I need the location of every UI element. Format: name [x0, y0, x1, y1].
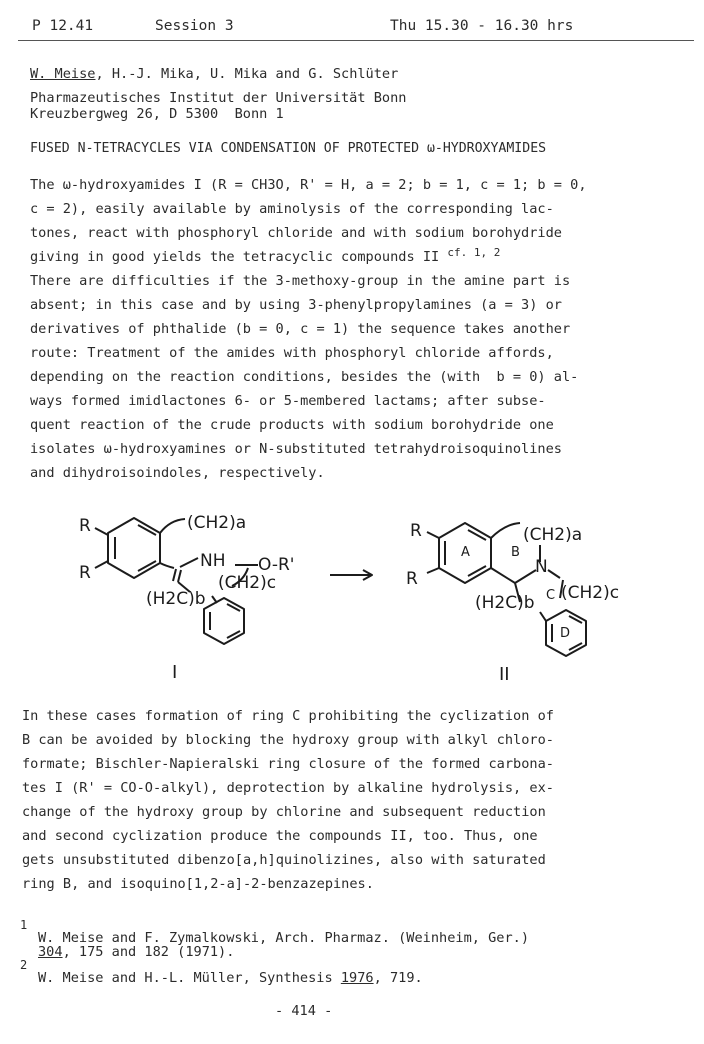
paper-title: FUSED N-TETRACYCLES VIA CONDENSATION OF PROTECTED ω-HYDROXYAMIDES: [30, 141, 547, 156]
abstract-line: and second cyclization produce the compounds II, too. Thus, one: [22, 828, 538, 844]
footnote-1-mark: 1: [20, 918, 28, 932]
compound-2-ring-b-label: B: [511, 545, 520, 560]
abstract-line: formate; Bischler-Napieralski ring closure of the formed carbona-: [22, 756, 554, 772]
compound-1-r-top: R: [79, 516, 91, 536]
abstract-line-text: giving in good yields the tetracyclic compounds II: [30, 249, 440, 265]
compound-2-ring-a-label: A: [461, 545, 470, 560]
abstract-line: ring B, and isoquino[1,2-a]-2-benzazepines.: [22, 876, 374, 892]
footnote-1-volume: 304: [38, 944, 63, 960]
compound-2-ring-d-label: D: [560, 626, 571, 641]
compound-1-r-bottom: R: [79, 563, 91, 583]
page-number: - 414 -: [275, 1003, 333, 1019]
compound-1-or: O-R': [258, 555, 295, 575]
abstract-line: c = 2), easily available by aminolysis of the corresponding lac-: [30, 201, 554, 217]
abstract-line: change of the hydroxy group by chlorine and subsequent reduction: [22, 804, 546, 820]
abstract-line: The ω-hydroxyamides I (R = CH3O, R' = H, a = 2; b = 1, c = 1; b = 0,: [30, 177, 587, 193]
compound-1-ch2a: (CH2)a: [187, 513, 247, 533]
session-label: Session 3: [155, 18, 234, 34]
abstract-line: depending on the reaction conditions, besides the (with b = 0) al-: [30, 369, 579, 385]
affiliation-line-1: Pharmazeutisches Institut der Universität Bonn: [30, 90, 407, 106]
compound-1-nh: NH: [200, 551, 226, 571]
footnote-1-pages: , 175 and 182 (1971).: [62, 944, 235, 960]
compound-2-label: II: [499, 664, 510, 685]
compound-2-r-bottom: R: [406, 569, 418, 589]
footnote-2-mark: 2: [20, 958, 28, 972]
abstract-line: isolates ω-hydroxyamines or N-substituted tetrahydroisoquinolines: [30, 441, 562, 457]
abstract-line: gets unsubstituted dibenzo[a,h]quinolizines, also with saturated: [22, 852, 546, 868]
lead-author: W. Meise: [30, 66, 96, 82]
compound-2-r-top: R: [410, 521, 422, 541]
abstract-line: tes I (R' = CO-O-alkyl), deprotection by alkaline hydrolysis, ex-: [22, 780, 554, 796]
footnote-2-line: [38, 970, 423, 986]
abstract-line: and dihydroisoindoles, respectively.: [30, 465, 325, 481]
footnote-1-line-1: W. Meise and F. Zymalkowski, Arch. Pharmaz. (Weinheim, Ger.): [38, 930, 530, 946]
compound-2-n: N: [535, 557, 548, 577]
abstract-line: B can be avoided by blocking the hydroxy group with alkyl chloro-: [22, 732, 554, 748]
session-time: Thu 15.30 - 16.30 hrs: [390, 18, 574, 34]
compound-2-h2cb: (H2C)b: [475, 593, 535, 613]
compound-2-ring-c-label: C: [546, 588, 556, 603]
footnote-1-line-2: [38, 944, 234, 960]
compound-2-ch2c: (CH2)c: [561, 583, 620, 603]
abstract-line: quent reaction of the crude products with sodium borohydride one: [30, 417, 554, 433]
abstract-line: ways formed imidlactones 6- or 5-membered lactams; after subse-: [30, 393, 546, 409]
coauthors: , H.-J. Mika, U. Mika and G. Schlüter: [95, 66, 399, 82]
abstract-line: tones, react with phosphoryl chloride and with sodium borohydride: [30, 225, 562, 241]
abstract-line: derivatives of phthalide (b = 0, c = 1) the sequence takes another: [30, 321, 571, 337]
footnote-2-authors: W. Meise and H.-L. Müller, Synthesis: [38, 970, 341, 986]
poster-code: P 12.41: [32, 18, 94, 34]
abstract-line: There are difficulties if the 3-methoxy-group in the amine part is: [30, 273, 571, 289]
compound-1-h2cb: (H2C)b: [146, 589, 206, 609]
affiliation-line-2: Kreuzbergweg 26, D 5300 Bonn 1: [30, 106, 284, 122]
abstract-line: absent; in this case and by using 3-phenylpropylamines (a = 3) or: [30, 297, 562, 313]
compound-1-label: I: [172, 662, 178, 683]
abstract-line: In these cases formation of ring C prohibiting the cyclization of: [22, 708, 554, 724]
footnote-2-page: , 719.: [373, 970, 423, 986]
compound-2-ch2a: (CH2)a: [523, 525, 583, 545]
compound-1-ch2c: (CH2)c: [218, 573, 277, 593]
cf-reference: cf. 1, 2: [447, 246, 501, 259]
abstract-line: route: Treatment of the amides with phosphoryl chloride affords,: [30, 345, 554, 361]
footnote-2-year: 1976: [340, 970, 374, 986]
